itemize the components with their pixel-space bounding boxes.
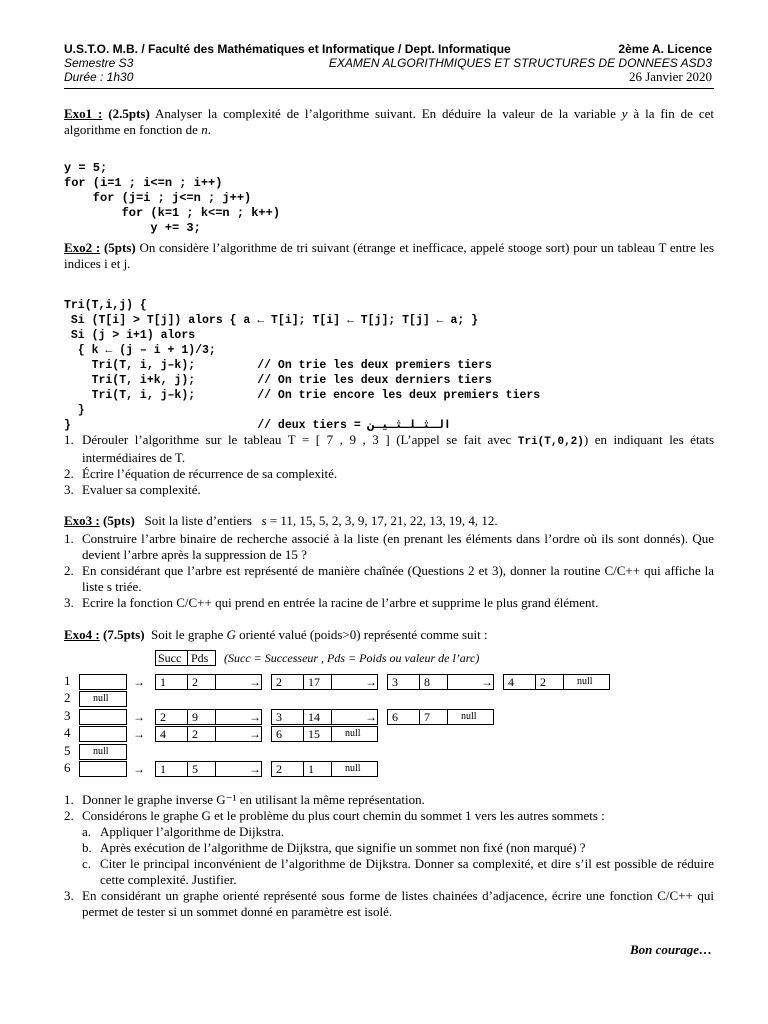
question-text: Donner le graphe inverse G⁻¹ en utilisant la même représentation.	[82, 792, 425, 807]
code-line: Tri(T,i,j) {	[64, 299, 147, 312]
exo3-points: (5pts)	[103, 513, 135, 528]
succ-cell	[503, 674, 536, 690]
list-item	[64, 466, 714, 482]
list-item	[64, 482, 714, 498]
arrow-icon: →	[133, 727, 145, 741]
succ-cell	[271, 674, 304, 690]
institution: U.S.T.O. M.B. / Faculté des Mathématiques et Informatique / Dept. Informatique	[64, 42, 511, 56]
arrow-icon: →	[481, 675, 493, 689]
weight-cell	[303, 761, 332, 777]
exo1-text-a: Analyser la complexité de l’algorithme suivant. En déduire la valeur de la variable	[154, 106, 616, 121]
code-line: y += 3;	[64, 221, 201, 235]
weight-value: 8	[424, 675, 430, 689]
code-line: for (k=1 ; k<=n ; k++)	[64, 206, 281, 220]
exo4-text-a: Soit le graphe	[151, 627, 224, 642]
duration: Durée : 1h30	[64, 70, 134, 84]
question-number: a.	[82, 824, 92, 839]
weight-cell	[535, 674, 564, 690]
weight-value: 7	[424, 710, 430, 724]
list-item	[64, 856, 714, 888]
successor-value: 6	[276, 727, 282, 741]
exam-date: 26 Janvier 2020	[628, 69, 712, 84]
question-text: Écrire l’équation de récurrence de sa complexité.	[82, 466, 338, 481]
code-line: } // deux tiers = الـثـلـثـيـن	[64, 419, 451, 432]
question-code: Tri(T,0,2)	[517, 436, 584, 448]
node-label: 5	[64, 743, 71, 758]
exo2-statement	[64, 240, 714, 272]
node-label: 3	[64, 708, 71, 723]
weight-cell	[419, 709, 448, 725]
legend-pds-cell	[187, 650, 216, 666]
null-label: null	[461, 711, 477, 722]
semester: Semestre S3	[64, 56, 134, 70]
weight-value: 9	[192, 710, 198, 724]
successor-value: 2	[160, 710, 166, 724]
exo3-title: Exo3 :	[64, 513, 100, 528]
weight-cell	[187, 709, 216, 725]
question-text: Evaluer sa complexité.	[82, 482, 201, 497]
exam-title: EXAMEN ALGORITHMIQUES ET STRUCTURES DE DONNEES ASD3	[328, 56, 712, 70]
exo4-text-b: orienté valué (poids>0) représenté comme suit :	[239, 627, 488, 642]
question-number: b.	[82, 840, 92, 855]
head-cell	[79, 761, 127, 777]
question-number: 2.	[64, 808, 74, 823]
code-line: Tri(T, i, j–k); // On trie encore les deux premiers tiers	[64, 389, 541, 402]
successor-value: 1	[160, 675, 166, 689]
exo3-text: Soit la liste d’entiers	[144, 513, 252, 528]
head-cell	[79, 691, 127, 707]
weight-value: 1	[308, 762, 314, 776]
arrow-icon: →	[249, 710, 261, 724]
successor-value: 1	[160, 762, 166, 776]
next-cell	[563, 674, 610, 690]
node-label: 6	[64, 760, 71, 775]
level: 2ème A. Licence	[618, 42, 712, 56]
exo2-title: Exo2 :	[64, 240, 101, 255]
weight-value: 17	[308, 675, 320, 689]
exo2-points: (5pts)	[103, 240, 136, 255]
null-label: null	[345, 728, 361, 739]
code-line: Tri(T, i+k, j); // On trie les deux derniers tiers	[64, 374, 492, 387]
question-text: Après exécution de l’algorithme de Dijkstra, que signifie un sommet non fixé (non marqué) ?	[100, 840, 586, 855]
head-cell	[79, 726, 127, 742]
exo2-questions	[64, 432, 714, 498]
exo1-code	[64, 146, 280, 251]
weight-cell	[303, 709, 332, 725]
successor-value: 2	[276, 762, 282, 776]
exo1-points: (2.5pts)	[108, 106, 150, 121]
succ-cell	[387, 709, 420, 725]
code-line: Tri(T, i, j–k); // On trie les deux premiers tiers	[64, 359, 492, 372]
code-line: y = 5;	[64, 161, 108, 175]
question-number: 1.	[64, 432, 74, 447]
question-text: En considérant un graphe orienté représenté sous forme de listes chainées d’adjacence, écrire une fonction C/C++ qui permet de tester si un sommet donné en paramètre est isolé.	[82, 888, 714, 919]
arrow-icon: →	[133, 710, 145, 724]
arrow-icon: →	[249, 762, 261, 776]
null-label: null	[93, 693, 109, 704]
exo3-list-var: s	[261, 513, 267, 528]
question-number: 3.	[64, 595, 74, 610]
list-item	[64, 824, 714, 840]
null-label: null	[93, 746, 109, 757]
head-cell	[79, 674, 127, 690]
exo4-title: Exo4 :	[64, 627, 100, 642]
next-cell	[447, 709, 494, 725]
next-cell	[331, 726, 378, 742]
weight-cell	[187, 761, 216, 777]
succ-cell	[155, 761, 188, 777]
weight-value: 15	[308, 727, 320, 741]
successor-value: 4	[160, 727, 166, 741]
null-label: null	[577, 676, 593, 687]
code-line: Si (T[i] > T[j]) alors { a ← T[i]; T[i] ← T[j]; T[j] ← a; }	[64, 314, 479, 327]
legend-succ-cell	[155, 650, 188, 666]
list-item	[64, 840, 714, 856]
arrow-icon: →	[365, 675, 377, 689]
exo4-var-g: G	[226, 627, 236, 642]
succ-cell	[155, 709, 188, 725]
node-label: 2	[64, 690, 71, 705]
successor-value: 3	[276, 710, 282, 724]
exo3-questions	[64, 531, 714, 611]
arrow-icon: →	[249, 727, 261, 741]
question-number: 3.	[64, 482, 74, 497]
exo4-questions	[64, 792, 714, 920]
weight-cell	[187, 726, 216, 742]
code-line: Si (j > i+1) alors	[64, 329, 196, 342]
succ-cell	[271, 726, 304, 742]
arrow-icon: →	[133, 762, 145, 776]
arrow-icon: →	[133, 675, 145, 689]
exo1-text-c: .	[207, 122, 211, 137]
weight-cell	[419, 674, 448, 690]
head-cell	[79, 744, 127, 760]
node-label: 1	[64, 673, 71, 688]
weight-cell	[187, 674, 216, 690]
exo2-code	[64, 283, 540, 448]
question-number: c.	[82, 856, 92, 871]
question-text: En considérant que l’arbre est représenté de manière chaînée (Questions 2 et 3), donner la routine C/C++ qui affiche la liste s triée.	[82, 563, 714, 594]
arrow-icon: →	[249, 675, 261, 689]
successor-value: 6	[392, 710, 398, 724]
weight-value: 2	[192, 675, 198, 689]
arrow-icon: →	[365, 710, 377, 724]
weight-value: 5	[192, 762, 198, 776]
succ-cell	[271, 761, 304, 777]
list-item	[64, 531, 714, 563]
weight-cell	[303, 674, 332, 690]
next-cell	[331, 761, 378, 777]
exo3-statement	[64, 513, 714, 529]
succ-cell	[155, 726, 188, 742]
question-number: 3.	[64, 888, 74, 903]
weight-value: 14	[308, 710, 320, 724]
code-line: for (i=1 ; i<=n ; i++)	[64, 176, 223, 190]
header-line-3	[64, 70, 712, 84]
exo4-statement	[64, 627, 714, 643]
list-item	[64, 563, 714, 595]
exo1-statement	[64, 106, 714, 138]
question-text: Considérons le graphe G et le problème du plus court chemin du sommet 1 vers les autres sommets :	[82, 808, 605, 823]
legend-note: (Succ = Successeur , Pds = Poids ou valeur de l’arc)	[224, 651, 480, 665]
question-text: Ecrire la fonction C/C++ qui prend en entrée la racine de l’arbre et supprime le plus grand élément.	[82, 595, 599, 610]
null-label: null	[345, 763, 361, 774]
question-number: 2.	[64, 466, 74, 481]
legend-succ: Succ	[158, 651, 182, 665]
exo1-text-b: à la fin de cet algorithme en fonction de	[64, 106, 714, 137]
question-number: 1.	[64, 792, 74, 807]
exo1-var-y: y	[621, 106, 628, 121]
weight-cell	[303, 726, 332, 742]
question-number: 2.	[64, 563, 74, 578]
question-text: Dérouler l’algorithme sur le tableau T = [ 7 , 9 , 3 ] (L’appel se fait avec	[82, 432, 518, 447]
question-text-end: ) en indiquant les états intermédiaires de T.	[82, 432, 714, 465]
successor-value: 4	[508, 675, 514, 689]
weight-value: 2	[540, 675, 546, 689]
exo3-list: = 11, 15, 5, 2, 3, 9, 17, 21, 22, 13, 19, 4, 12.	[269, 513, 498, 528]
closing-note: Bon courage…	[630, 942, 712, 957]
exo2-text: On considère l’algorithme de tri suivant (étrange et inefficace, appelé stooge sort) pour un tableau T entre les indices i et j.	[64, 240, 715, 271]
question-text: Appliquer l’algorithme de Dijkstra.	[100, 824, 285, 839]
list-item	[64, 888, 714, 920]
question-text: Construire l’arbre binaire de recherche associé à la liste (en prenant les éléments dans l’ordre où ils sont donnés). Que devient l’arbre après la suppression de 15 ?	[82, 531, 714, 562]
exo4-points: (7.5pts)	[103, 627, 145, 642]
head-cell	[79, 709, 127, 725]
succ-cell	[155, 674, 188, 690]
exo1-var-n: n	[201, 122, 208, 137]
succ-cell	[387, 674, 420, 690]
code-line: }	[64, 404, 85, 417]
header-line-2	[64, 56, 712, 70]
successor-value: 3	[392, 675, 398, 689]
list-item	[64, 432, 714, 466]
question-number: 1.	[64, 531, 74, 546]
node-label: 4	[64, 725, 71, 740]
legend-pds: Pds	[191, 651, 209, 665]
code-line: for (j=i ; j<=n ; j++)	[64, 191, 252, 205]
weight-value: 2	[192, 727, 198, 741]
list-item	[64, 808, 714, 824]
exo1-title: Exo1 :	[64, 106, 103, 121]
list-item	[64, 792, 714, 808]
successor-value: 2	[276, 675, 282, 689]
question-text: Citer le principal inconvénient de l’algorithme de Dijkstra. Donner sa complexité, et dire s’il est possible de réduire cette complexité. Justifier.	[100, 856, 714, 887]
succ-cell	[271, 709, 304, 725]
code-line: { k ← (j – i + 1)/3;	[64, 344, 216, 357]
list-item	[64, 595, 714, 611]
header-rule	[64, 88, 714, 89]
header-line-1	[64, 42, 712, 56]
